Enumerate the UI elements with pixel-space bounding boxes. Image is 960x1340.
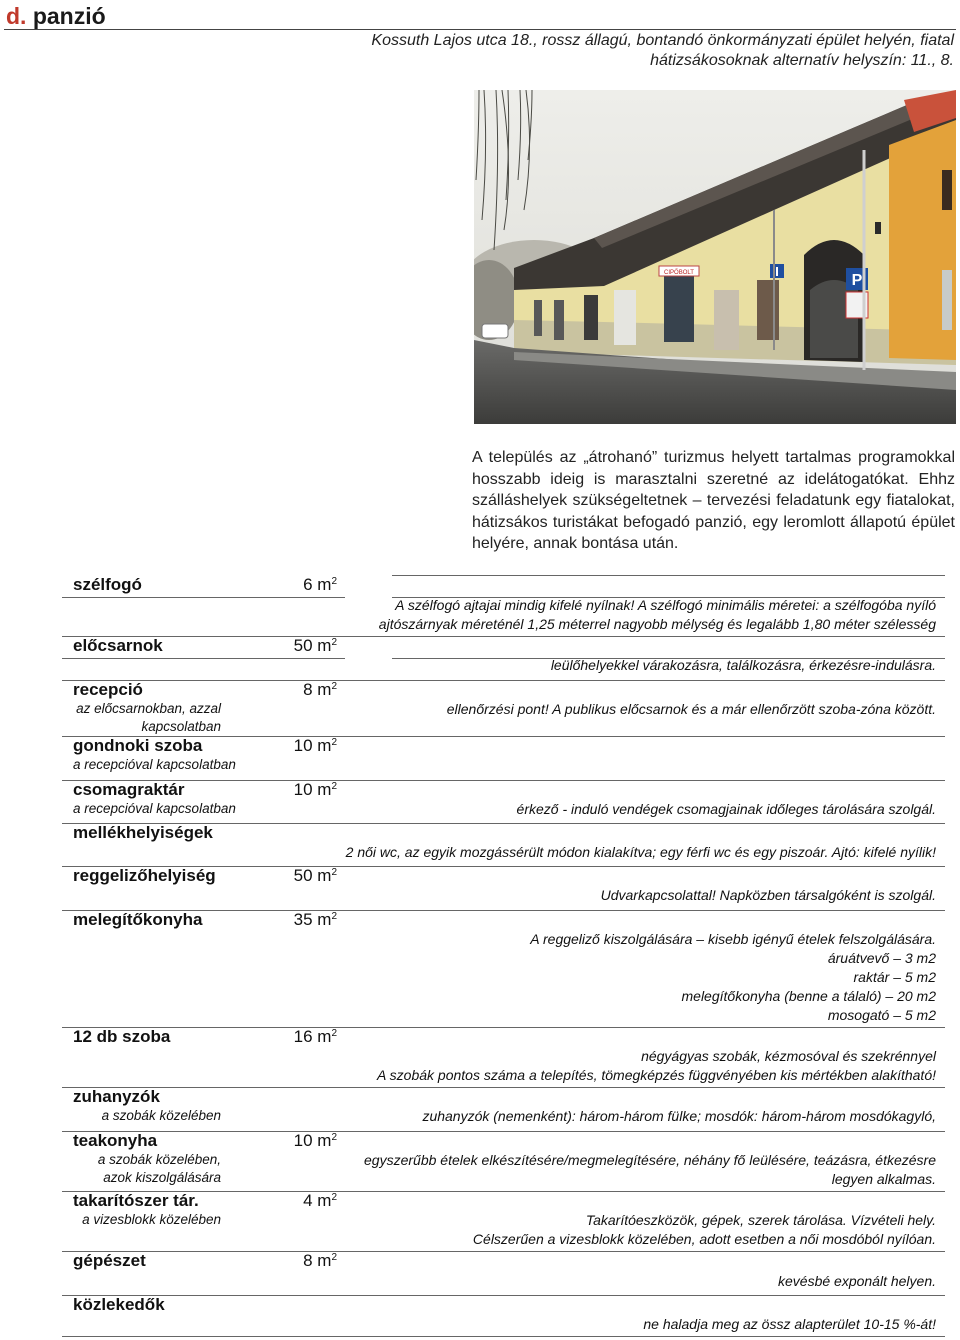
room-note: az előcsarnokban, azzal kapcsolatban [76,701,221,734]
room-name: zuhanyzók [73,1087,160,1106]
page-title [6,2,106,30]
room-area: 50 $m^2$ [293,866,337,885]
room-name: reggelizőhelyiség [73,866,216,885]
row-divider [62,1251,945,1252]
section-title: panzió [32,3,106,29]
note-mosogato: mosogató – 5 m2 [827,1007,936,1023]
row-divider [62,910,945,911]
row-divider [62,1131,945,1132]
room-area: 10 $m^2$ [293,1131,337,1150]
room-name: teakonyha [73,1131,158,1150]
note-mellekhelyisegek: 2 női wc, az egyik mozgássérült módon kialakítva; egy férfi wc és egy piszoár. Ajtó: kifelé nyílik! [345,844,936,860]
parking-sign: P [851,272,863,289]
note-gepeszet: kevésbé exponált helyen. [778,1273,936,1289]
room-name: közlekedők [73,1295,165,1314]
intro-paragraph: A település az „átrohanó” turizmus helyett tartalmas programokkal hosszabb ideig is marasztalni szeretné az idelátogatókat. Ehhz szálláshelyek szükségeltetnek – tervezési feladatunk egy fiatalokat, hátizsákos turistákat befogadó panzió, egy leromlott állapotú épület helyére, annak bontása után. [472,449,955,552]
room-area: 35 $m^2$ [293,910,337,929]
room-note: a recepcióval kapcsolatban [73,801,236,816]
row-divider [62,597,345,598]
note-szelfogo-2: ajtószárnyak méreténél 1,25 méterrel nagyobb mélység és legalább 1,80 méter szélesség [378,616,936,632]
room-area: 6 $m^2$ [303,575,337,594]
room-name: mellékhelyiségek [73,823,213,842]
row-divider [62,1027,945,1028]
note-szobak-1: négyágyas szobák, kézmosóval és szekrénnyel [641,1048,936,1064]
row-divider [62,736,945,737]
note-csomagraktar: érkező - induló vendégek csomagjainak időleges tárolására szolgál. [516,801,936,817]
row-divider [62,658,345,659]
room-name: recepció [73,680,143,699]
note-aruatvevo: áruátvevő – 3 m2 [827,950,936,966]
row-divider [62,636,945,637]
note-teakonyha-2: legyen alkalmas. [831,1171,936,1187]
note-takaritoszer-2: Célszerűen a vizesblokk közelében, adott esetben a női mosdóból nyílóan. [472,1231,936,1247]
room-area: 8 $m^2$ [303,1251,337,1270]
row-divider [62,823,945,824]
room-name: szélfogó [73,575,142,594]
note-raktar: raktár – 5 m2 [853,969,936,985]
room-name: 12 db szoba [73,1027,171,1046]
row-divider [62,866,945,867]
note-elocsarnok: leülőhelyekkel várakozásra, találkozásra, érkezésre-indulásra. [550,657,936,673]
note-melegitokonyha-talalo: melegítőkonyha (benne a tálaló) – 20 m2 [681,988,936,1004]
title-rule [4,29,956,30]
row-divider [62,1295,945,1296]
room-area: 50 $m^2$ [293,636,337,655]
row-divider [62,1191,945,1192]
note-teakonyha-1: egyszerűbb ételek elkészítésére/megmelegítésére, néhány fő leülésére, teázásra, étkezésre [364,1152,936,1168]
room-name: előcsarnok [73,636,163,655]
room-name: gondnoki szoba [73,736,203,755]
room-note: a szobák közelében, azok kiszolgálására [97,1152,221,1185]
row-divider [62,1336,945,1337]
row-divider [62,780,945,781]
row-divider [392,575,945,576]
room-name: csomagraktár [73,780,185,799]
note-zuhanyzok: zuhanyzók (nemenként): három-három fülke; mosdók: három-három mosdókagyló, [422,1108,936,1124]
room-area: 10 $m^2$ [293,736,337,755]
location-text: Kossuth Lajos utca 18., rossz állagú, bontandó önkormányzati épület helyén, fiatal hátizsákosoknak alternatív helyszín: 11., 8. [371,32,954,69]
row-divider [62,1087,945,1088]
note-melegitokonyha: A reggeliző kiszolgálására – kisebb igényű ételek felszolgálására. [530,931,936,947]
note-recepcio: ellenőrzési pont! A publikus előcsarnok és a már ellenőrzött szoba-zóna között. [446,701,936,717]
room-area: 8 $m^2$ [303,680,337,699]
room-note: a recepcióval kapcsolatban [73,757,236,772]
room-area: 10 $m^2$ [293,780,337,799]
note-szelfogo-1: A szélfogó ajtajai mindig kifelé nyílnak! A szélfogó minimális méretei: a szélfogóba nyíló [395,597,936,613]
shop-sign: CIPŐBOLT [664,270,694,276]
row-divider [62,680,945,681]
room-note: a szobák közelében [101,1108,221,1123]
room-note: a vizesblokk közelében [82,1212,221,1227]
room-name: melegítőkonyha [73,910,203,929]
room-area: 4 $m^2$ [303,1191,337,1210]
section-letter: d. [6,3,27,29]
note-kozlekedok: ne haladja meg az össz alapterület 10-15 %-át! [643,1316,936,1332]
note-reggelizo: Udvarkapcsolattal! Napközben társalgóként is szolgál. [600,887,936,903]
note-takaritoszer-1: Takarítóeszközök, gépek, szerek tárolása. Vízvételi hely. [585,1212,936,1228]
building-photo [474,90,956,424]
room-name: gépészet [73,1251,146,1270]
note-szobak-2: A szobák pontos száma a telepítés, tömegképzés függvényében kis mértékben alakítható! [376,1067,936,1083]
room-area: 16 $m^2$ [293,1027,337,1046]
room-name: takarítószer tár. [73,1191,199,1210]
